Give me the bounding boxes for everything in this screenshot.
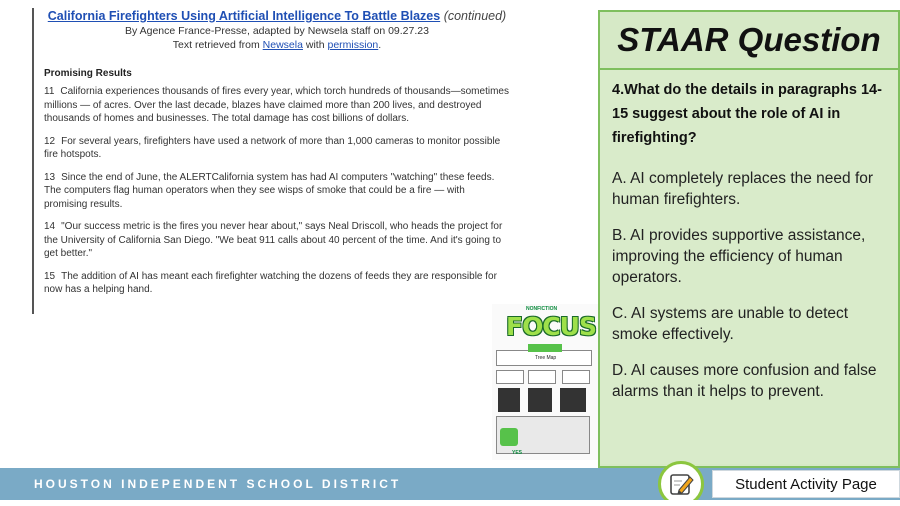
answer-option-a[interactable]: A. AI completely replaces the need for human firefighters. <box>612 170 874 208</box>
paragraph-11 <box>44 85 510 126</box>
thumbnail-dark-box <box>528 388 552 412</box>
source-mid: with <box>305 39 325 51</box>
paragraph-15 <box>44 270 510 297</box>
answer-option-d[interactable]: D. AI causes more confusion and false alarms than it helps to prevent. <box>612 362 877 400</box>
paragraph-number: 13 <box>44 171 56 183</box>
answer-option-c[interactable]: C. AI systems are unable to detect smoke effectively. <box>612 305 849 343</box>
paragraph-number: 15 <box>44 270 56 282</box>
question-text: 4.What do the details in paragraphs 14-15 suggest about the role of AI in firefighting? <box>612 82 882 146</box>
panel-title: STAAR Question <box>617 21 881 58</box>
paragraph-14 <box>44 220 510 261</box>
bottom-strip <box>0 500 900 506</box>
paragraph-number: 11 <box>44 86 55 97</box>
thumbnail-tag: NONFICTION <box>526 306 558 312</box>
paragraph-text: The addition of AI has meant each firefighter watching the dozens of feeds they are responsible for now has a helping hand. <box>44 270 497 295</box>
article-title <box>44 8 510 24</box>
paragraph-text: "Our success metric is the fires you never hear about," says Neal Driscoll, who heads the project for the University of California San Diego. "We beat 911 calls about 40 percent of the time. And it's going to get better." <box>44 221 503 259</box>
source-end: . <box>378 39 382 51</box>
article-title-link[interactable]: California Firefighters Using Artificial Intelligence To Battle Blazes <box>47 9 441 23</box>
paragraph-13 <box>44 171 510 212</box>
thumbnail-box <box>528 370 556 384</box>
thumbnail-dark-box <box>498 388 520 412</box>
section-heading: Promising Results <box>44 68 132 79</box>
source-prefix: Text retrieved from <box>172 39 260 51</box>
thumbnail-title: FOCUS <box>506 312 596 341</box>
article-title-suffix: (continued) <box>443 9 507 23</box>
article-byline: By Agence France-Presse, adapted by Newsela staff on 09.27.23 <box>125 25 429 37</box>
article-source <box>44 38 510 52</box>
paragraph-12 <box>44 135 510 162</box>
student-activity-page-label: Student Activity Page <box>712 470 900 498</box>
thumbnail-check-badge <box>500 428 518 446</box>
thumbnail-map-label: Tree Map <box>535 355 557 361</box>
answer-option-b[interactable]: B. AI provides supportive assistance, improving the efficiency of human operators. <box>612 227 866 286</box>
staar-question-panel <box>598 10 900 468</box>
paragraph-text: Since the end of June, the ALERTCalifornia system has had AI computers "watching" these feeds. The computers flag human operators when they see wisps of smoke that could be a fire — with promising results. <box>44 171 495 210</box>
district-name: HOUSTON INDEPENDENT SCHOOL DISTRICT <box>34 477 402 491</box>
panel-body <box>600 70 898 464</box>
thumbnail-dark-box <box>560 388 586 412</box>
paragraph-number: 12 <box>44 135 56 147</box>
permission-link[interactable]: permission <box>327 39 379 51</box>
paragraph-number: 14 <box>44 221 56 232</box>
thumbnail-box <box>496 370 524 384</box>
paragraph-text: For several years, firefighters have used a network of more than 1,000 cameras to monitor possible fire hotspots. <box>44 135 501 160</box>
newsela-link[interactable]: Newsela <box>262 39 303 51</box>
thumbnail-box <box>562 370 590 384</box>
thumbnail-green-banner <box>528 344 562 352</box>
thumbnail-yes: YES <box>512 450 523 456</box>
panel-header <box>600 12 898 70</box>
focus-poster-thumbnail <box>492 304 598 460</box>
paragraph-text: California experiences thousands of fires every year, which torch hundreds of thousands—sometimes millions — of acres. Over the last decade, blazes have claimed more than 200 lives, and destroyed thousands of homes and businesses. The total damage has cost billions of dollars. <box>44 86 509 124</box>
article-excerpt <box>32 8 510 314</box>
